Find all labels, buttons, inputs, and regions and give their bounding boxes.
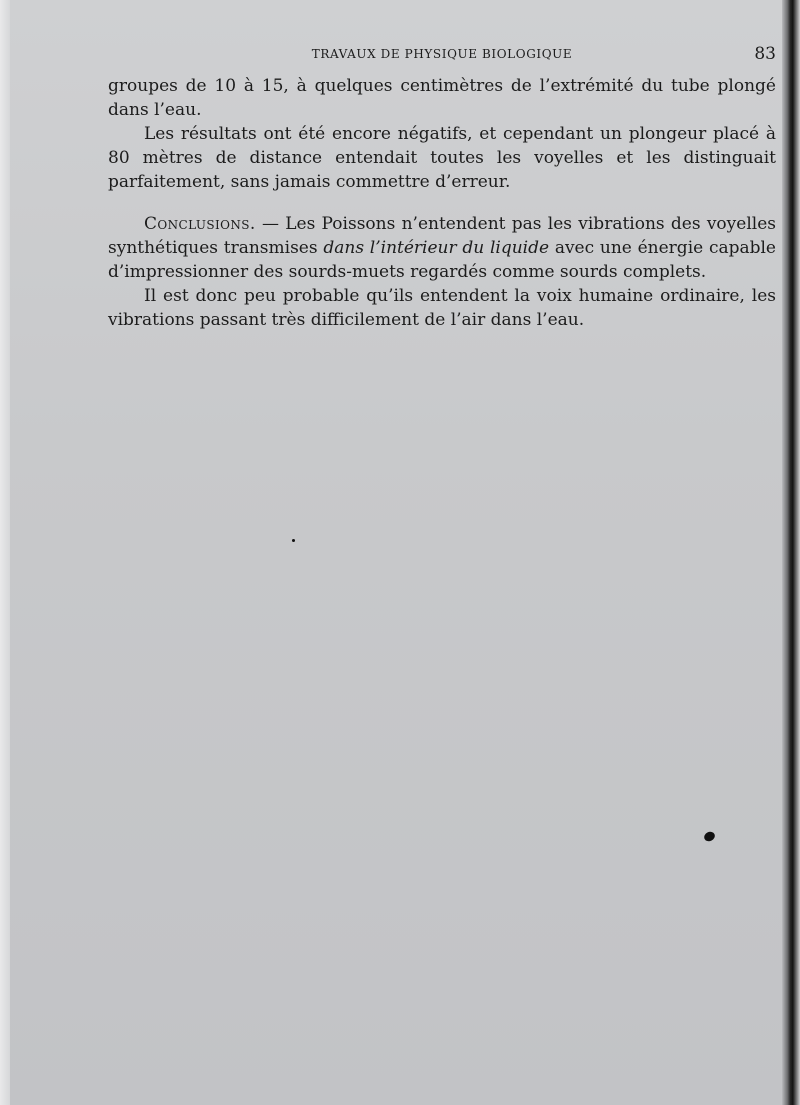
dust-speck <box>292 539 295 542</box>
page-number: 83 <box>754 44 776 64</box>
running-header <box>108 44 776 66</box>
paragraph-conclusions <box>108 212 776 284</box>
conclusions-text-start: — Les Poissons n’entendent pas les vibrations des voyelles synthétiques transmises <box>108 214 776 258</box>
conclusions-italic-phrase: dans l’intérieur du liquide <box>323 238 550 258</box>
section-gap <box>108 194 776 212</box>
conclusions-text-end: avec une énergie capable d’impressionner des sourds-muets regardés comme sourds complets. <box>108 238 776 282</box>
book-binding-edge <box>782 0 800 1105</box>
paragraph-continuation: groupes de 10 à 15, à quelques centimètres de l’extrémité du tube plongé dans l’eau. <box>108 76 776 120</box>
paragraph-results: Les résultats ont été encore négatifs, et cependant un plongeur placé à 80 mètres de distance entendait toutes les voyelles et les distinguait parfaitement, sans jamais commettre d’erreur. <box>108 124 776 192</box>
page-body <box>108 74 776 332</box>
conclusions-heading: Conclusions. <box>144 214 256 234</box>
running-title: TRAVAUX DE PHYSIQUE BIOLOGIQUE <box>311 47 573 61</box>
paragraph-final: Il est donc peu probable qu’ils entendent la voix humaine ordinaire, les vibrations passant très difficilement de l’air dans l’eau. <box>108 286 776 330</box>
page-left-edge <box>0 0 10 1105</box>
